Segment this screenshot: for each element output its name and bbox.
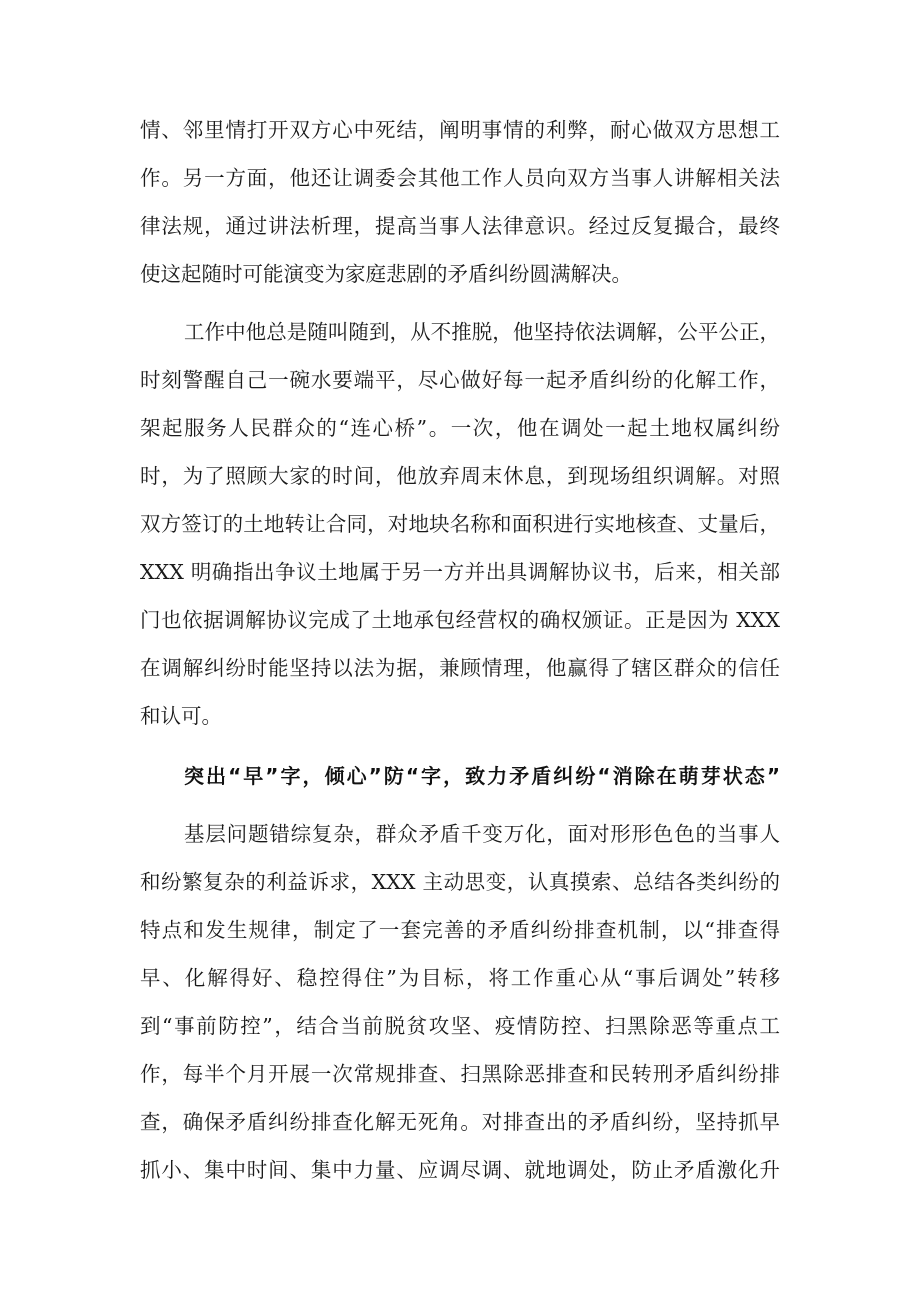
- paragraph-1-line-4: 使这起随时可能演变为家庭悲剧的矛盾纠纷圆满解决。: [140, 262, 632, 286]
- paragraph-2-line-1: 工作中他总是随叫随到，从不推脱，他坚持依法调解，公平公正，: [184, 320, 780, 344]
- paragraph-3-line-3: 特点和发生规律，制定了一套完善的矛盾纠纷排查机制，以“排查得: [140, 918, 780, 942]
- paragraph-1-line-1: 情、邻里情打开双方心中死结，阐明事情的利弊，耐心做双方思想工: [140, 118, 780, 142]
- paragraph-3-line-7: 查，确保矛盾纠纷排查化解无死角。对排查出的矛盾纠纷，坚持抓早: [140, 1110, 780, 1134]
- paragraph-2-line-4: 时，为了照顾大家的时间，他放弃周末休息，到现场组织调解。对照: [140, 464, 780, 488]
- paragraph-2-line-6: XXX 明确指出争议土地属于另一方并出具调解协议书，后来，相关部: [140, 560, 780, 584]
- section-heading: 突出“早”字，倾心”防“字，致力矛盾纠纷“消除在萌芽状态”: [184, 764, 780, 788]
- paragraph-3-line-6: 作，每半个月开展一次常规排查、扫黑除恶排查和民转刑矛盾纠纷排: [140, 1062, 780, 1086]
- paragraph-1-line-3: 律法规，通过讲法析理，提高当事人法律意识。经过反复撮合，最终: [140, 214, 780, 238]
- paragraph-1-line-2: 作。另一方面，他还让调委会其他工作人员向双方当事人讲解相关法: [140, 166, 780, 190]
- paragraph-2-line-3: 架起服务人民群众的“连心桥”。一次，他在调处一起土地权属纠纷: [140, 416, 780, 440]
- paragraph-3-line-1: 基层问题错综复杂，群众矛盾千变万化，面对形形色色的当事人: [184, 822, 780, 846]
- paragraph-2-line-7: 门也依据调解协议完成了土地承包经营权的确权颁证。正是因为 XXX: [140, 608, 780, 632]
- paragraph-3-line-2: 和纷繁复杂的利益诉求，XXX 主动思变，认真摸索、总结各类纠纷的: [140, 870, 780, 894]
- paragraph-3-line-8: 抓小、集中时间、集中力量、应调尽调、就地调处，防止矛盾激化升: [140, 1158, 780, 1182]
- paragraph-3-line-5: 到“事前防控”，结合当前脱贫攻坚、疫情防控、扫黑除恶等重点工: [140, 1014, 780, 1038]
- paragraph-2-line-5: 双方签订的土地转让合同，对地块名称和面积进行实地核查、丈量后，: [140, 512, 780, 536]
- paragraph-2-line-9: 和认可。: [140, 704, 222, 728]
- paragraph-3-line-4: 早、化解得好、稳控得住”为目标，将工作重心从“事后调处”转移: [140, 966, 780, 990]
- paragraph-2-line-8: 在调解纠纷时能坚持以法为据，兼顾情理，他赢得了辖区群众的信任: [140, 656, 780, 680]
- paragraph-2-line-2: 时刻警醒自己一碗水要端平，尽心做好每一起矛盾纠纷的化解工作，: [140, 368, 780, 392]
